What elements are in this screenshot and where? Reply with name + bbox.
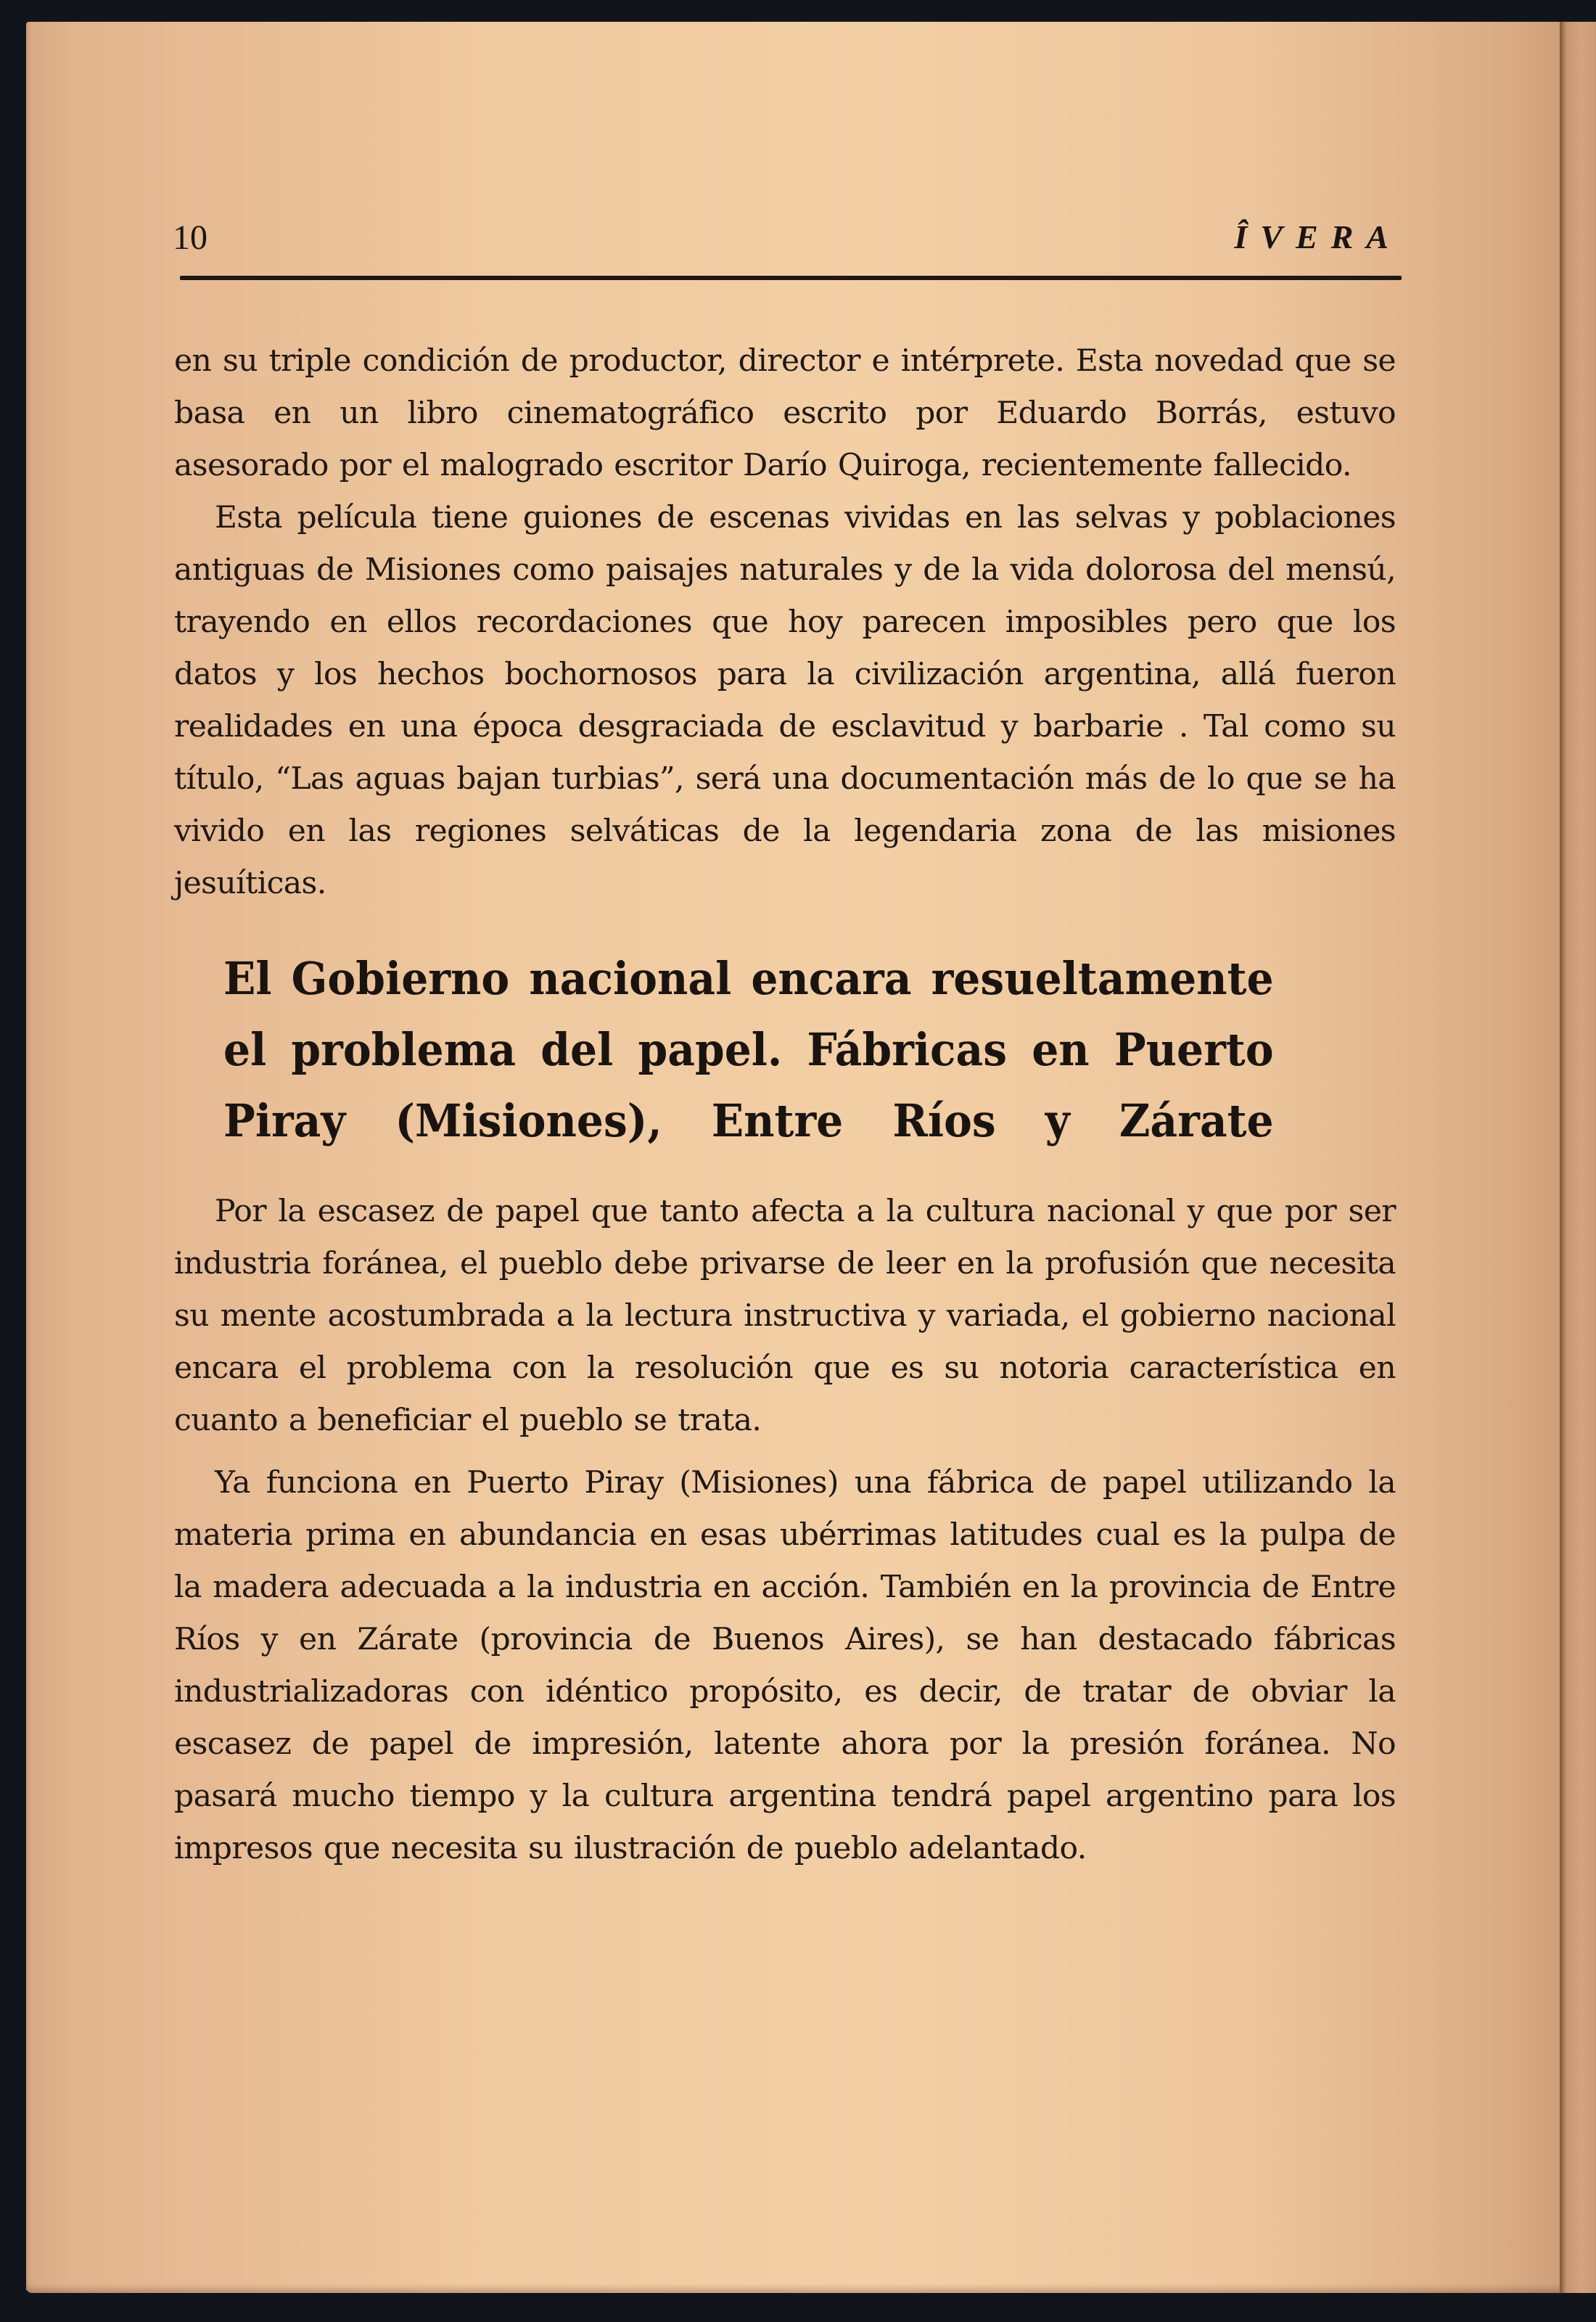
running-head xyxy=(173,218,1409,268)
paper-article xyxy=(174,943,1396,1875)
paragraph: en su triple condición de productor, director e intérprete. Esta novedad que se basa en un libro cinematográfico escrito por Eduardo Borrás, estuvo asesorado por el malogrado escritor Darío Quiroga, recientemente fallecido. xyxy=(174,343,1396,483)
continued-article xyxy=(174,335,1396,910)
page-number: 10 xyxy=(173,218,207,257)
article-headline: El Gobierno nacional encara resueltamente el problema del papel. Fábricas en Puerto Piray (Misiones), Entre Ríos y Zárate xyxy=(223,952,1274,1147)
page-fold-edge xyxy=(1560,22,1596,2293)
page-body xyxy=(174,335,1396,1875)
header-rule xyxy=(180,276,1402,280)
paragraph: Ya funciona en Puerto Piray (Misiones) una fábrica de papel utilizando la materia prima en abundancia en esas ubérrimas latitudes cual es la pulpa de la madera adecuada a la industria en acción. También en la provincia de Entre Ríos y en Zárate (provincia de Buenos Aires), se han destacado fábricas industrializadoras con idéntico propósito, es decir, de tratar de obviar la escasez de papel de impresión, latente ahora por la presión foránea. No pasará mucho tiempo y la cultura argentina tendrá papel argentino para los impresos que necesita su ilustración de pueblo adelantado. xyxy=(174,1465,1396,1866)
paragraph: Por la escasez de papel que tanto afecta a la cultura nacional y que por ser industria foránea, el pueblo debe privarse de leer en la profusión que necesita su mente acostumbrada a la lectura instructiva y variada, el gobierno nacional encara el problema con la resolución que es su notoria característica en cuanto a beneficiar el pueblo se trata. xyxy=(174,1194,1396,1438)
journal-title: ÎVERA xyxy=(1234,218,1402,255)
paragraph: Esta película tiene guiones de escenas vividas en las selvas y poblaciones antiguas de Misiones como paisajes naturales y de la vida dolorosa del mensú, trayendo en ellos recordaciones que hoy parecen imposibles pero que los datos y los hechos bochornosos para la civilización argentina, allá fueron realidades en una época desgraciada de esclavitud y barbarie . Tal como su título, “Las aguas bajan turbias”, será una documentación más de lo que se ha vivido en las regiones selváticas de la legendaria zona de las misiones jesuíticas. xyxy=(174,500,1396,901)
